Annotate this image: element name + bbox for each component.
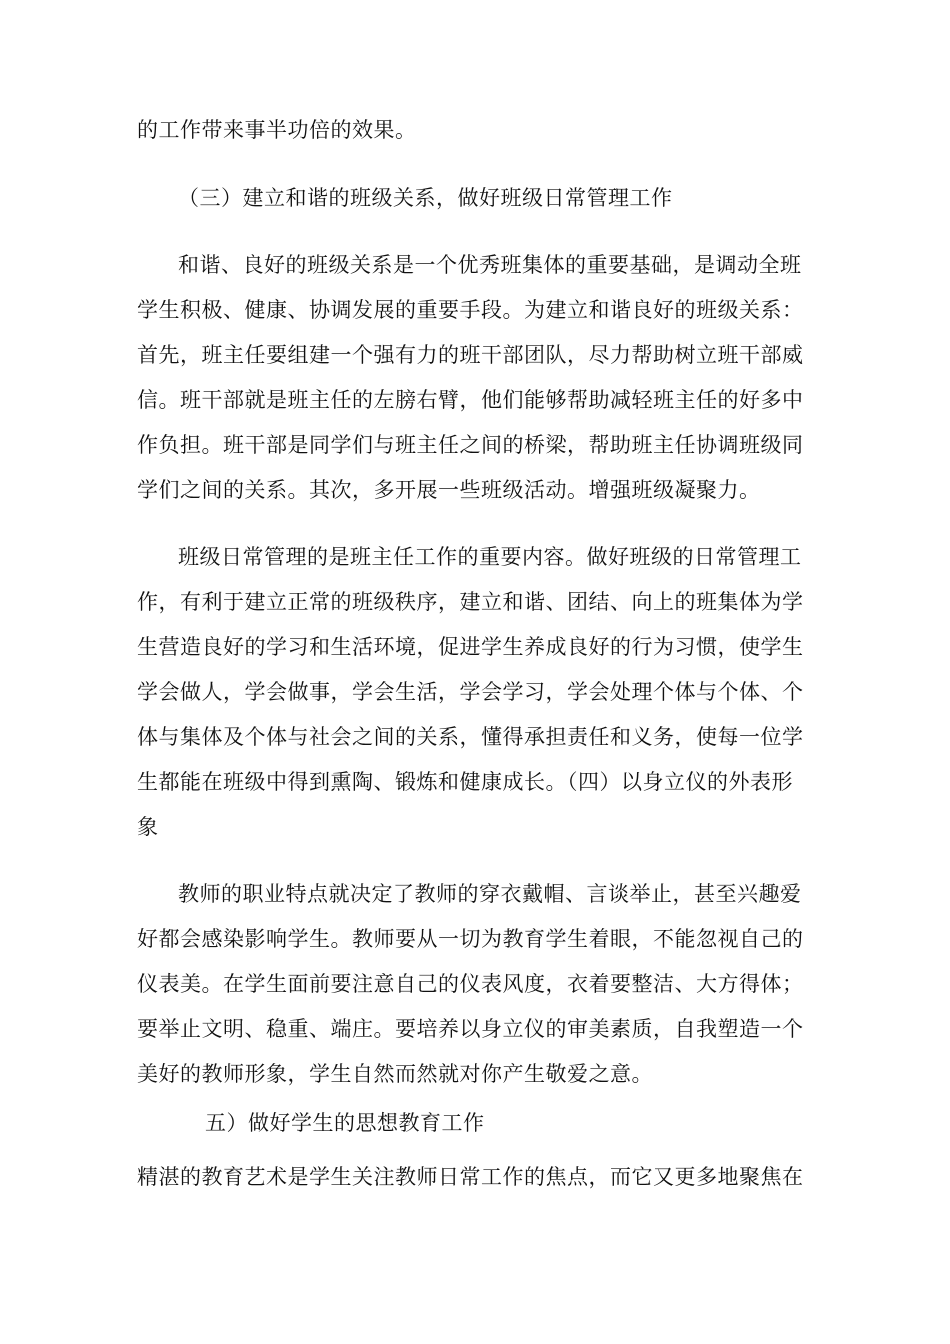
section-heading: （三）建立和谐的班级关系，做好班级日常管理工作 <box>178 186 673 210</box>
paragraph-line: 生都能在班级中得到熏陶、锻炼和健康成长。（四）以身立仪的外表形 <box>137 770 793 794</box>
paragraph-line: 班级日常管理的是班主任工作的重要内容。做好班级的日常管理工 <box>178 545 802 569</box>
paragraph-line: 作，有利于建立正常的班级秩序，建立和谐、团结、向上的班集体为学 <box>137 590 804 614</box>
paragraph-line: 好都会感染影响学生。教师要从一切为教育学生着眼，不能忽视自己的 <box>137 927 804 951</box>
paragraph-line: 仪表美。在学生面前要注意自己的仪表风度，衣着要整洁、大方得体； <box>137 972 804 996</box>
paragraph-line: 学会做人，学会做事，学会生活，学会学习，学会处理个体与个体、个 <box>137 680 804 704</box>
paragraph-line: 首先，班主任要组建一个强有力的班干部团队，尽力帮助树立班干部威 <box>137 343 804 367</box>
paragraph-line: 学生积极、健康、协调发展的重要手段。为建立和谐良好的班级关系： <box>137 298 804 322</box>
paragraph-line: 精湛的教育艺术是学生关注教师日常工作的焦点，而它又更多地聚焦在 <box>137 1165 804 1189</box>
paragraph-line: 学们之间的关系。其次，多开展一些班级活动。增强班级凝聚力。 <box>137 478 761 502</box>
paragraph-line: 象 <box>137 815 159 839</box>
paragraph-line: 信。班干部就是班主任的左膀右臂，他们能够帮助减轻班主任的好多中 <box>137 388 804 412</box>
section-heading: 五）做好学生的思想教育工作 <box>205 1111 485 1135</box>
paragraph-line: 教师的职业特点就决定了教师的穿衣戴帽、言谈举止，甚至兴趣爱 <box>178 882 802 906</box>
paragraph-line: 的工作带来事半功倍的效果。 <box>137 118 417 142</box>
paragraph-line: 作负担。班干部是同学们与班主任之间的桥梁，帮助班主任协调班级同 <box>137 433 804 457</box>
paragraph-line: 要举止文明、稳重、端庄。要培养以身立仪的审美素质，自我塑造一个 <box>137 1017 804 1041</box>
paragraph-line: 体与集体及个体与社会之间的关系，懂得承担责任和义务，使每一位学 <box>137 725 804 749</box>
paragraph-line: 生营造良好的学习和生活环境，促进学生养成良好的行为习惯，使学生 <box>137 635 804 659</box>
paragraph-line: 美好的教师形象，学生自然而然就对你产生敬爱之意。 <box>137 1062 653 1086</box>
paragraph-line: 和谐、良好的班级关系是一个优秀班集体的重要基础，是调动全班 <box>178 253 802 277</box>
